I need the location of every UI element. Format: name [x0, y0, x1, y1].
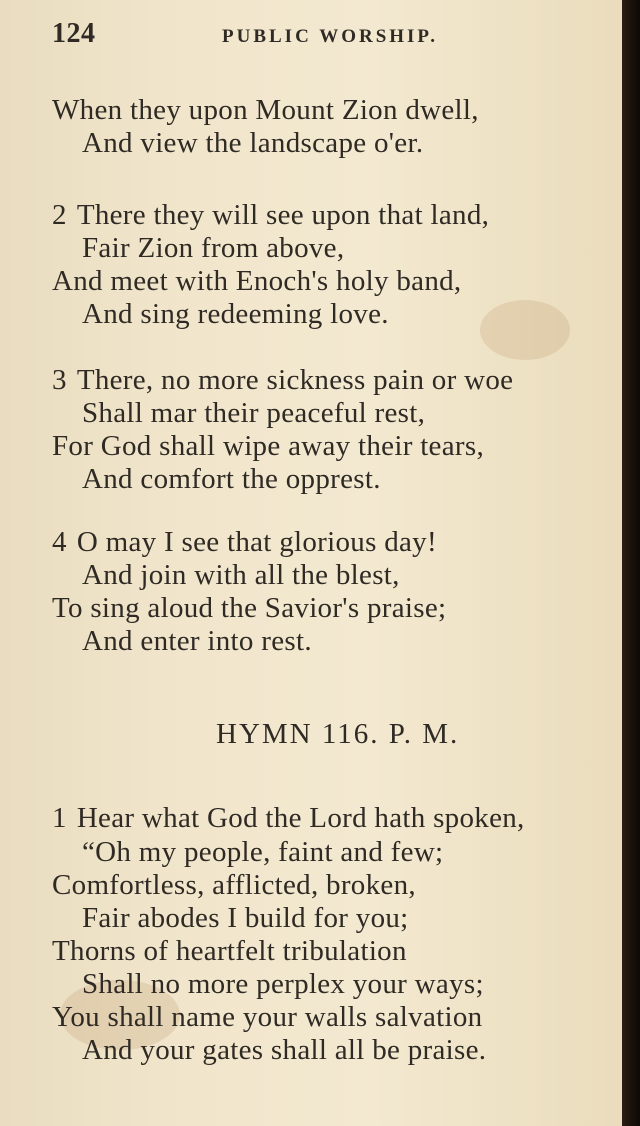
hymn-line: You shall name your walls salvation: [52, 1001, 483, 1033]
hymn-line: O may I see that glorious day!: [76, 526, 437, 558]
hymn-line: And comfort the opprest.: [82, 463, 381, 495]
verse-number: 4: [52, 526, 67, 558]
hymn-line: And meet with Enoch's holy band,: [52, 265, 462, 297]
hymn-line: When they upon Mount Zion dwell,: [52, 94, 479, 126]
hymn-line: And your gates shall all be praise.: [82, 1034, 487, 1066]
verse-number: 3: [52, 364, 67, 396]
book-edge-shadow: [622, 0, 640, 1126]
hymn-line: And join with all the blest,: [82, 559, 400, 591]
hymn-line: For God shall wipe away their tears,: [52, 430, 484, 462]
verse-first-line: [52, 802, 525, 835]
hymn-line: To sing aloud the Savior's praise;: [52, 592, 447, 624]
page-number: 124: [52, 18, 96, 49]
hymn-line: There, no more sickness pain or woe: [76, 364, 514, 396]
hymn-line: Fair abodes I build for you;: [82, 902, 409, 934]
hymn-line: Thorns of heartfelt tribulation: [52, 935, 407, 967]
hymn-line: There they will see upon that land,: [76, 199, 490, 231]
hymn-line: Shall no more perplex your ways;: [82, 968, 484, 1000]
verse-first-line: [52, 364, 513, 397]
hymn-line: Hear what God the Lord hath spoken,: [76, 802, 525, 834]
paper-stain: [480, 300, 570, 360]
hymn-line: And enter into rest.: [82, 625, 312, 657]
hymn-line: And sing redeeming love.: [82, 298, 389, 330]
hymn-line: Fair Zion from above,: [82, 232, 345, 264]
hymn-heading: HYMN 116. P. M.: [216, 718, 460, 750]
hymn-line: “Oh my people, faint and few;: [82, 836, 444, 868]
verse-number: 1: [52, 802, 67, 834]
verse-first-line: [52, 199, 489, 232]
hymn-line: Shall mar their peaceful rest,: [82, 397, 426, 429]
verse-first-line: [52, 526, 437, 559]
verse-number: 2: [52, 199, 67, 231]
hymn-line: And view the landscape o'er.: [82, 127, 424, 159]
running-title: PUBLIC WORSHIP.: [222, 26, 439, 47]
hymn-line: Comfortless, afflicted, broken,: [52, 869, 416, 901]
